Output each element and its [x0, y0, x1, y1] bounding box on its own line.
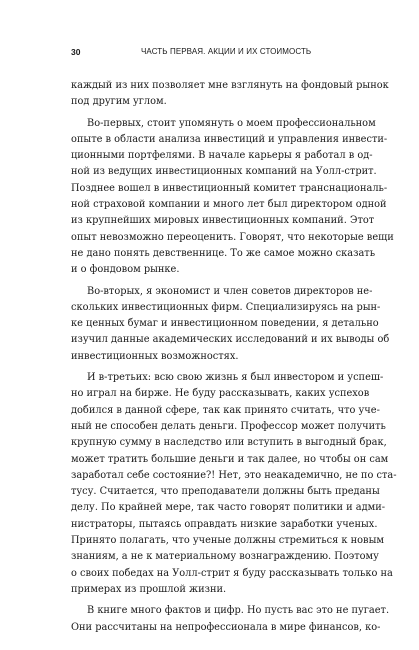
text-line: крупную сумму в наследство или вступить в выгодный брак, — [71, 437, 387, 449]
text-line: тусу. Считается, что преподаватели должны быть преданы — [71, 486, 380, 498]
text-line: о своих победах на Уолл-стрит я буду рассказывать только на — [71, 567, 393, 579]
text-line: И в-третьих: всю свою жизнь я был инвестором и успеш- — [87, 372, 384, 384]
paragraph — [71, 116, 394, 279]
text-line: под другим углом. — [71, 96, 167, 108]
text-line: Они рассчитаны на непрофессионала в мире финансов, ко- — [71, 621, 381, 633]
text-line: Во-первых, стоит упомянуть о моем профессиональном — [87, 117, 376, 129]
paragraph — [71, 284, 390, 365]
text-line: и о фондовом рынке. — [71, 264, 180, 276]
text-line: В книге много фактов и цифр. Но пусть вас это не пугает. — [87, 605, 390, 617]
text-line: скольких инвестиционных фирм. Специализируясь на рын- — [71, 301, 381, 313]
paragraph — [71, 370, 397, 598]
body-text — [71, 78, 397, 636]
text-line: опыте в области анализа инвестиций и управления инвести- — [71, 133, 388, 145]
text-line: Позднее вошел в инвестиционный комитет транснациональ- — [71, 182, 388, 194]
text-line: добился в данной сфере, так как принято считать, что уче- — [71, 404, 380, 416]
text-line: Во-вторых, я экономист и член советов директоров не- — [87, 285, 373, 297]
paragraph — [71, 603, 390, 636]
text-line: ционными портфелями. В начале карьеры я работал в од- — [71, 150, 373, 162]
text-line: примерах из прошлой жизни. — [71, 583, 227, 595]
text-line: знаниям, а не к материальному вознаграждению. Поэтому — [71, 551, 379, 563]
text-line: нистраторы, пытаясь оправдать низкие заработки ученых. — [71, 518, 378, 530]
text-line: из крупнейших мировых инвестиционных компаний. Этот — [71, 215, 375, 227]
text-line: ный не способен делать деньги. Профессор может получить — [71, 420, 386, 432]
paragraph — [71, 78, 389, 111]
text-line: делу. По крайней мере, так часто говорят политики и адми- — [71, 502, 386, 514]
text-line: ке ценных бумаг и инвестиционном поведении, я детально — [71, 318, 379, 330]
running-head: ЧАСТЬ ПЕРВАЯ. АКЦИИ И ИХ СТОИМОСТЬ — [141, 47, 312, 56]
text-line: инвестиционных возможностях. — [71, 350, 239, 362]
page-number: 30 — [71, 47, 81, 57]
text-line: может тратить большие деньги и так далее, но чтобы он сам — [71, 453, 389, 465]
text-line: не дано понять девственнице. То же самое можно сказать — [71, 247, 376, 259]
text-line: изучил данные академических исследований и их выводы об — [71, 334, 390, 346]
text-line: ной из ведущих инвестиционных компаний на Уолл-стрит. — [71, 166, 377, 178]
text-line: но играл на бирже. Не буду рассказывать, каких успехов — [71, 388, 370, 400]
text-line: каждый из них позволяет мне взглянуть на фондовый рынок — [71, 80, 389, 91]
page-header — [71, 47, 351, 61]
text-line: Принято полагать, что ученые должны стремиться к новым — [71, 535, 384, 547]
text-line: опыт невозможно переоценить. Говорят, что некоторые вещи — [71, 231, 394, 243]
text-line: ной страховой компании и много лет был директором одной — [71, 199, 387, 211]
text-line: заработал себе состояние?! Нет, это неакадемично, не по ста- — [71, 469, 397, 481]
